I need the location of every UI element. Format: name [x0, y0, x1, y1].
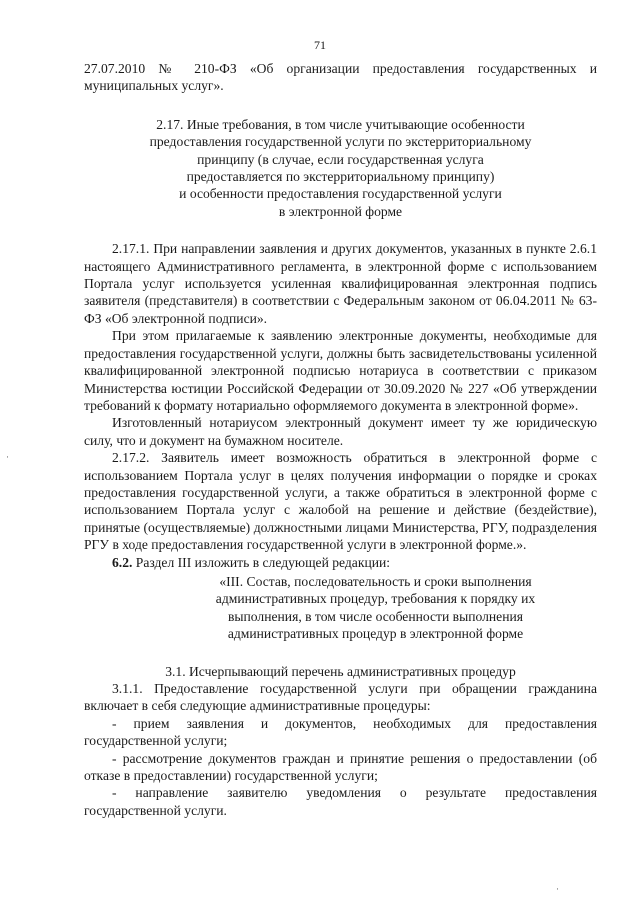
- intro-paragraph: 27.07.2010 № 210-ФЗ «Об организации предоставления государственных и муниципальных услуг».: [84, 61, 597, 94]
- section-2-17-heading-line: в электронной форме: [278, 203, 403, 219]
- section-2-17-heading-line: принципу (в случае, если государственная услуга: [197, 151, 484, 167]
- paragraph-2-17-1: 2.17.1. При направлении заявления и других документов, указанных в пункте 2.6.1 настоящего Административного регламента, в электронной форме с использованием Портала услуг используется усиленная квалифицированная электронная подпись заявителя (представителя) в соответствии с Федеральным законом от 06.04.2011 № 63-ФЗ «Об электронной подписи».: [84, 241, 597, 326]
- document-body: [84, 60, 597, 819]
- section-3-heading-line: «III. Состав, последовательность и сроки выполнения: [219, 573, 532, 589]
- section-2-17-heading-line: и особенности предоставления государственной услуги: [179, 186, 502, 202]
- paragraph-notary-document: Изготовленный нотариусом электронный документ имеет ту же юридическую силу, что и документ на бумажном носителе.: [84, 415, 597, 448]
- section-2-17-heading: [84, 116, 597, 220]
- section-3-1-heading: 3.1. Исчерпывающий перечень административных процедур: [165, 663, 516, 679]
- paragraph-6-2-text: Раздел III изложить в следующей редакции:: [132, 554, 391, 570]
- section-2-17-heading-line: предоставляется по экстерриториальному принципу): [186, 169, 495, 185]
- list-item: - прием заявления и документов, необходимых для предоставления государственной услуги;: [84, 715, 597, 749]
- paragraph-3-1-1: 3.1.1. Предоставление государственной услуги при обращении гражданина включает в себя следующие административные процедуры:: [84, 681, 597, 714]
- list-item: - направление заявителю уведомления о результате предоставления государственной услуги.: [84, 785, 597, 818]
- paragraph-6-2-number: 6.2.: [112, 554, 133, 570]
- section-3-heading-line: административных процедур, требования к порядку их: [215, 591, 536, 607]
- section-3-heading-line: выполнения, в том числе особенности выполнения: [227, 608, 524, 624]
- section-3-heading-line: административных процедур в электронной форме: [227, 626, 524, 642]
- paragraph-attached-documents: При этом прилагаемые к заявлению электронные документы, необходимые для предоставления государственной услуги, должны быть засвидетельствованы усиленной квалифицированной электронной подписью нотариуса в соответствии с приказом Министерства юстиции Российской Федерации от 30.09.2020 № 227 «Об утверждении требований к формату нотариально оформляемого документа в электронной форме».: [84, 328, 597, 413]
- scan-speck: ·: [556, 884, 559, 894]
- list-item: - рассмотрение документов граждан и принятие решения о предоставлении (об отказе в предоставлении) государственной услуги;: [84, 750, 597, 784]
- section-2-17-heading-line: 2.17. Иные требования, в том числе учитывающие особенности: [156, 116, 525, 132]
- section-2-17-heading-line: предоставления государственной услуги по экстерриториальному: [149, 134, 532, 150]
- page-number: 71: [314, 38, 326, 52]
- paragraph-2-17-2: 2.17.2. Заявитель имеет возможность обратиться в электронной форме с использованием Портала услуг в целях получения информации о порядке и сроках предоставления государственной услуги, а также обратиться в электронной форме с использованием Портала услуг с жалобой на решение и действие (бездействие), принятые (осуществляемые) должностными лицами Министерства, РГУ, подразделения РГУ в ходе предоставления государственной услуги в электронной форме.».: [84, 450, 597, 553]
- paragraph-6-2: [84, 554, 597, 571]
- section-3-heading: [84, 573, 597, 643]
- scan-speck: ·: [6, 452, 9, 462]
